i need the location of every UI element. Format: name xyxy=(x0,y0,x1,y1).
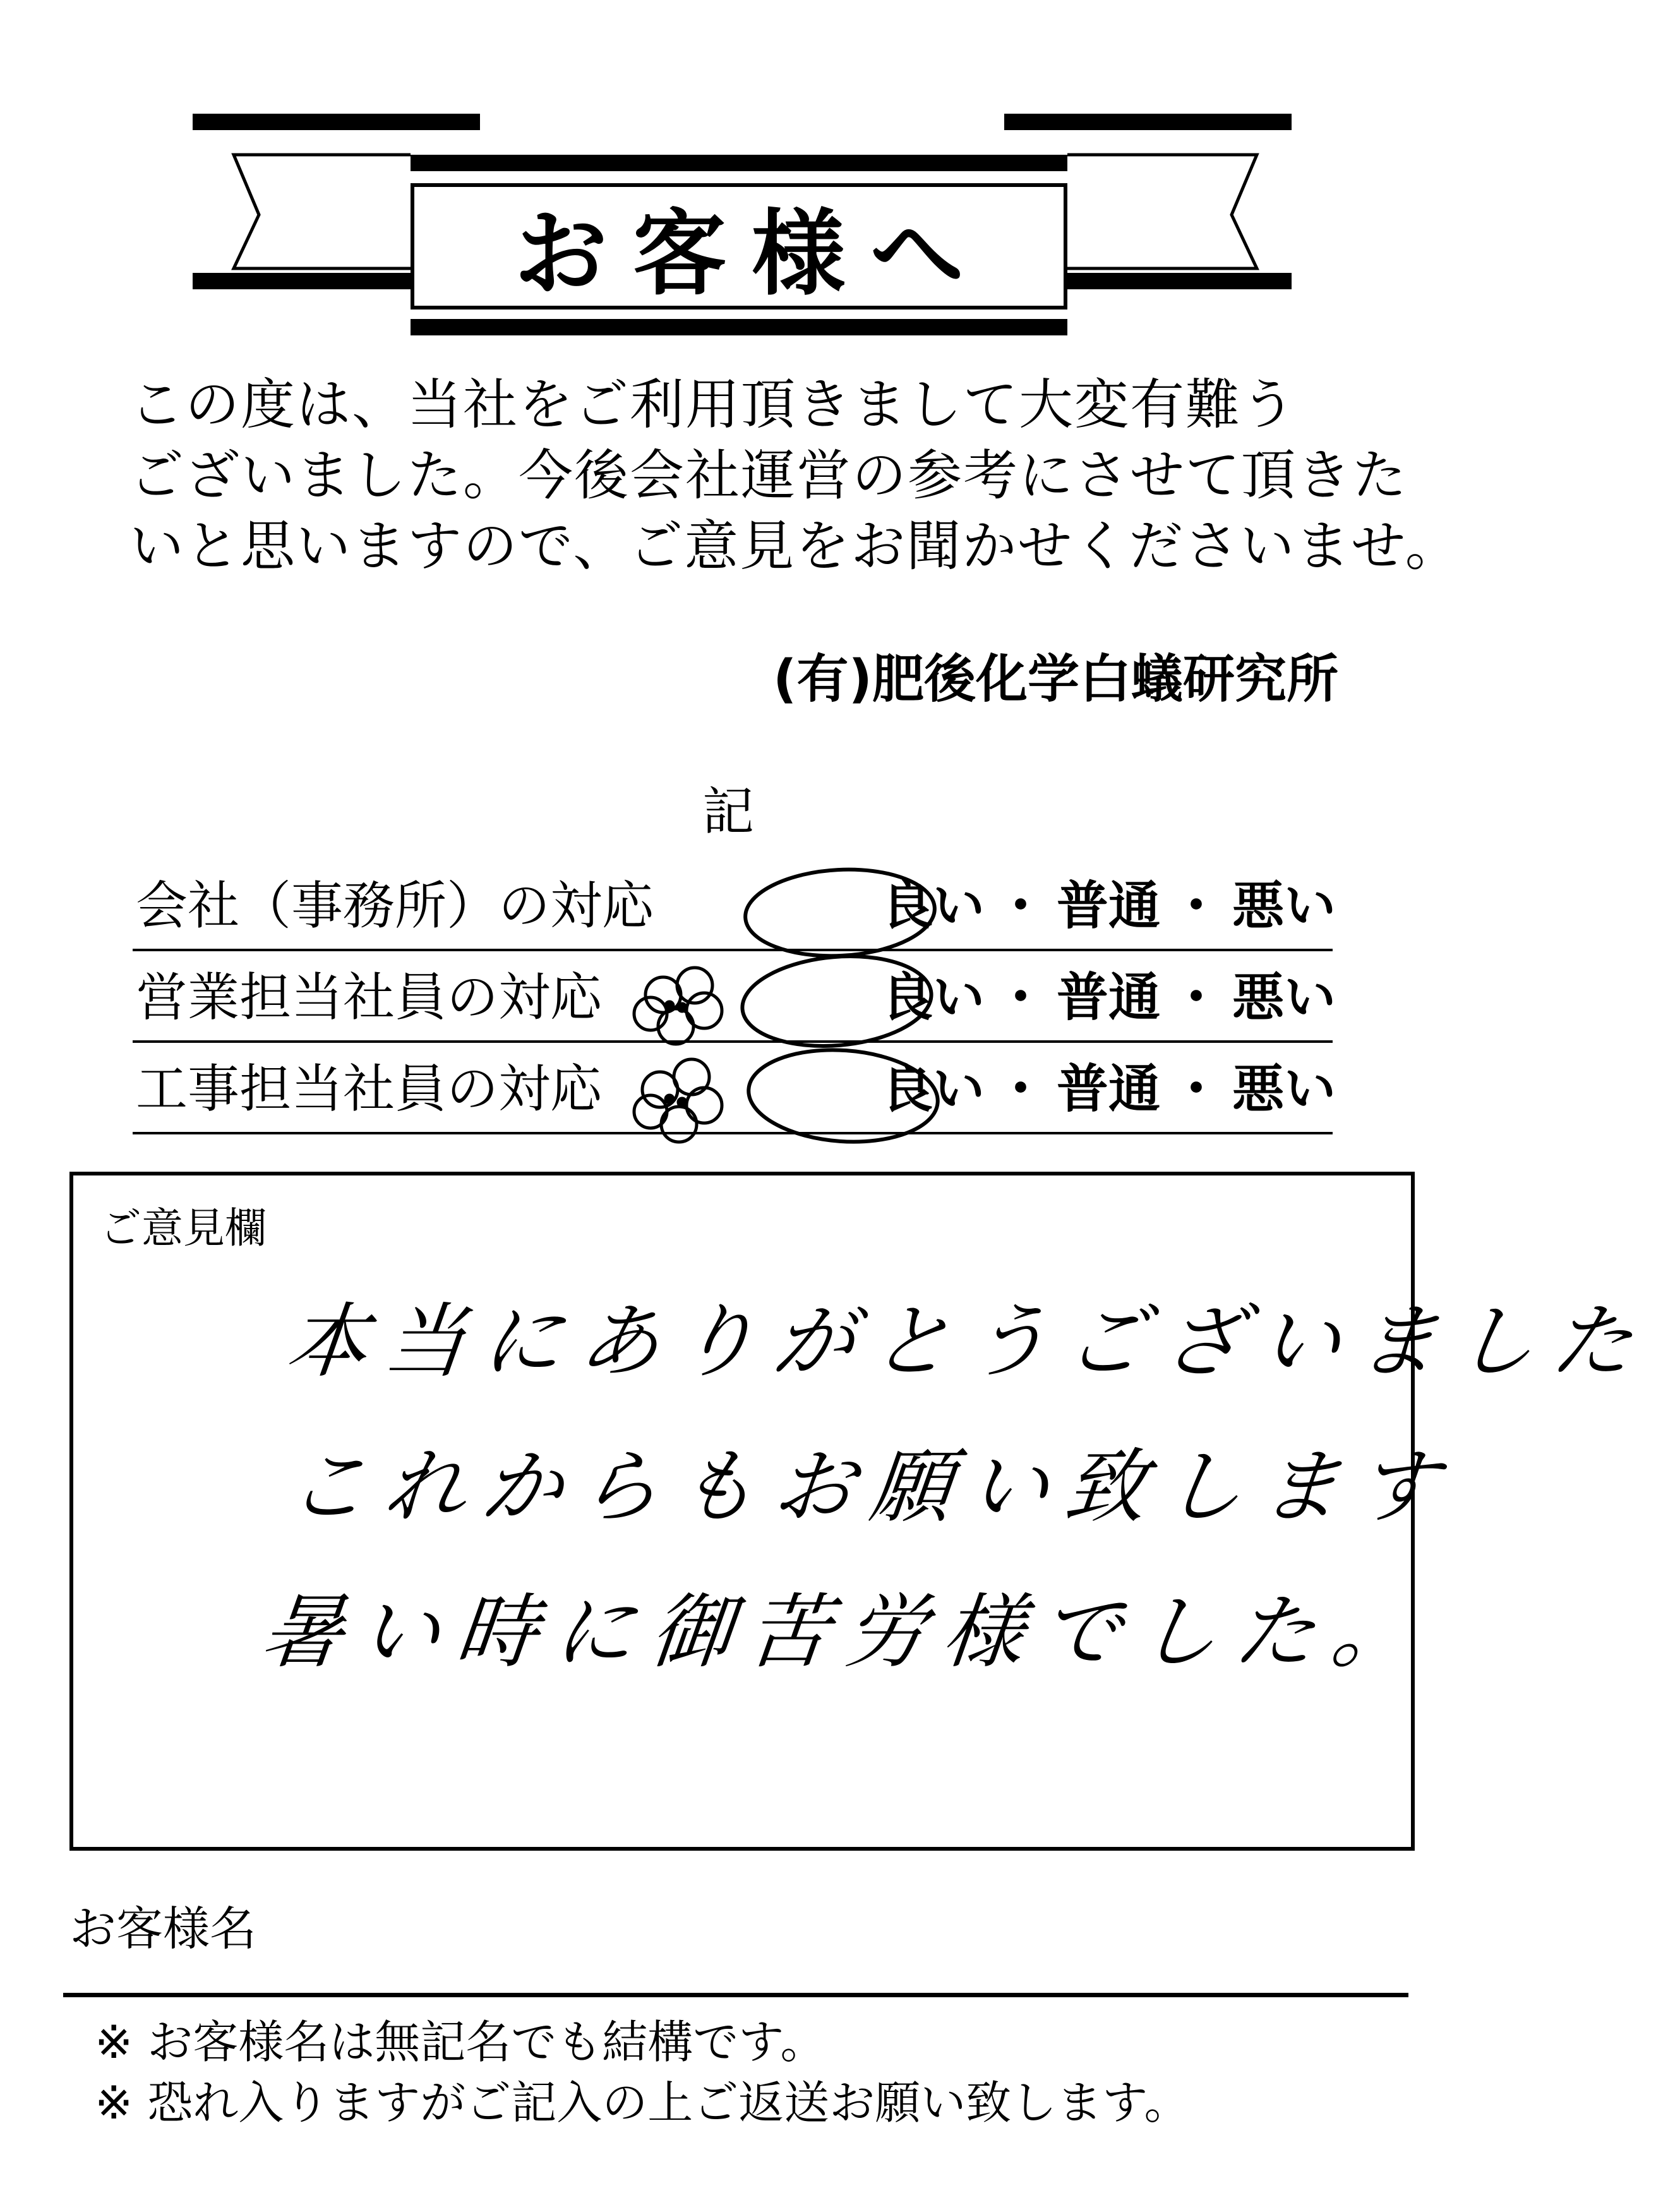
flower-doodle-icon xyxy=(634,1059,722,1142)
selection-circle-construction xyxy=(745,1044,940,1148)
page-title: お客様へ xyxy=(514,198,989,308)
flower-doodle-icon xyxy=(634,968,722,1044)
option-bad[interactable]: 悪い xyxy=(1232,1059,1336,1119)
intro-line: いと思いますので、ご意見をお聞かせくださいませ。 xyxy=(129,515,1461,578)
selection-circle-office xyxy=(743,865,937,961)
rating-label: 会社（事務所）の対応 xyxy=(136,876,654,936)
option-normal[interactable]: 普通 xyxy=(1057,968,1161,1028)
rating-label: 営業担当社員の対応 xyxy=(136,968,603,1028)
option-bad[interactable]: 悪い xyxy=(1232,876,1336,936)
ki-heading: 記 xyxy=(702,782,755,842)
option-bad[interactable]: 悪い xyxy=(1232,968,1336,1028)
comment-box[interactable] xyxy=(69,1172,1654,1851)
rating-options: 良い ・ 普通 ・ 悪い xyxy=(881,1059,1336,1119)
option-normal[interactable]: 普通 xyxy=(1057,1059,1161,1119)
handwritten-comment-line: 暑い時に御苦労様でした。 xyxy=(256,1585,1434,1680)
intro-line: ございました。今後会社運営の参考にさせて頂きた xyxy=(129,444,1408,507)
company-name: (有)肥後化学白蟻研究所 xyxy=(773,649,1338,709)
comment-label: ご意見欄 xyxy=(100,1204,267,1253)
rating-label: 工事担当社員の対応 xyxy=(136,1059,603,1119)
handwritten-marks xyxy=(0,0,1480,1200)
option-good[interactable]: 良い xyxy=(881,1059,985,1119)
handwritten-comment-line: 本当にありがとうございました xyxy=(282,1295,1654,1389)
notes xyxy=(95,2012,1189,2133)
note-line: ※ 恐れ入りますがご記入の上ご返送お願い致します。 xyxy=(95,2076,1190,2129)
customer-name-label: お客様名 xyxy=(69,1902,256,1956)
option-good[interactable]: 良い xyxy=(881,876,985,936)
note-line: ※ お客様名は無記名でも結構です。 xyxy=(95,2016,826,2069)
rating-options: 良い ・ 普通 ・ 悪い xyxy=(881,968,1336,1028)
option-normal[interactable]: 普通 xyxy=(1057,876,1161,936)
intro-line: この度は、当社をご利用頂きまして大変有難う xyxy=(129,373,1297,436)
rating-options: 良い ・ 普通 ・ 悪い xyxy=(881,876,1336,936)
option-good[interactable]: 良い xyxy=(881,968,985,1028)
handwritten-comment-line: これからもお願い致します xyxy=(282,1440,1460,1534)
customer-name-field[interactable] xyxy=(63,1993,1408,1997)
selection-circle-sales xyxy=(738,949,935,1054)
